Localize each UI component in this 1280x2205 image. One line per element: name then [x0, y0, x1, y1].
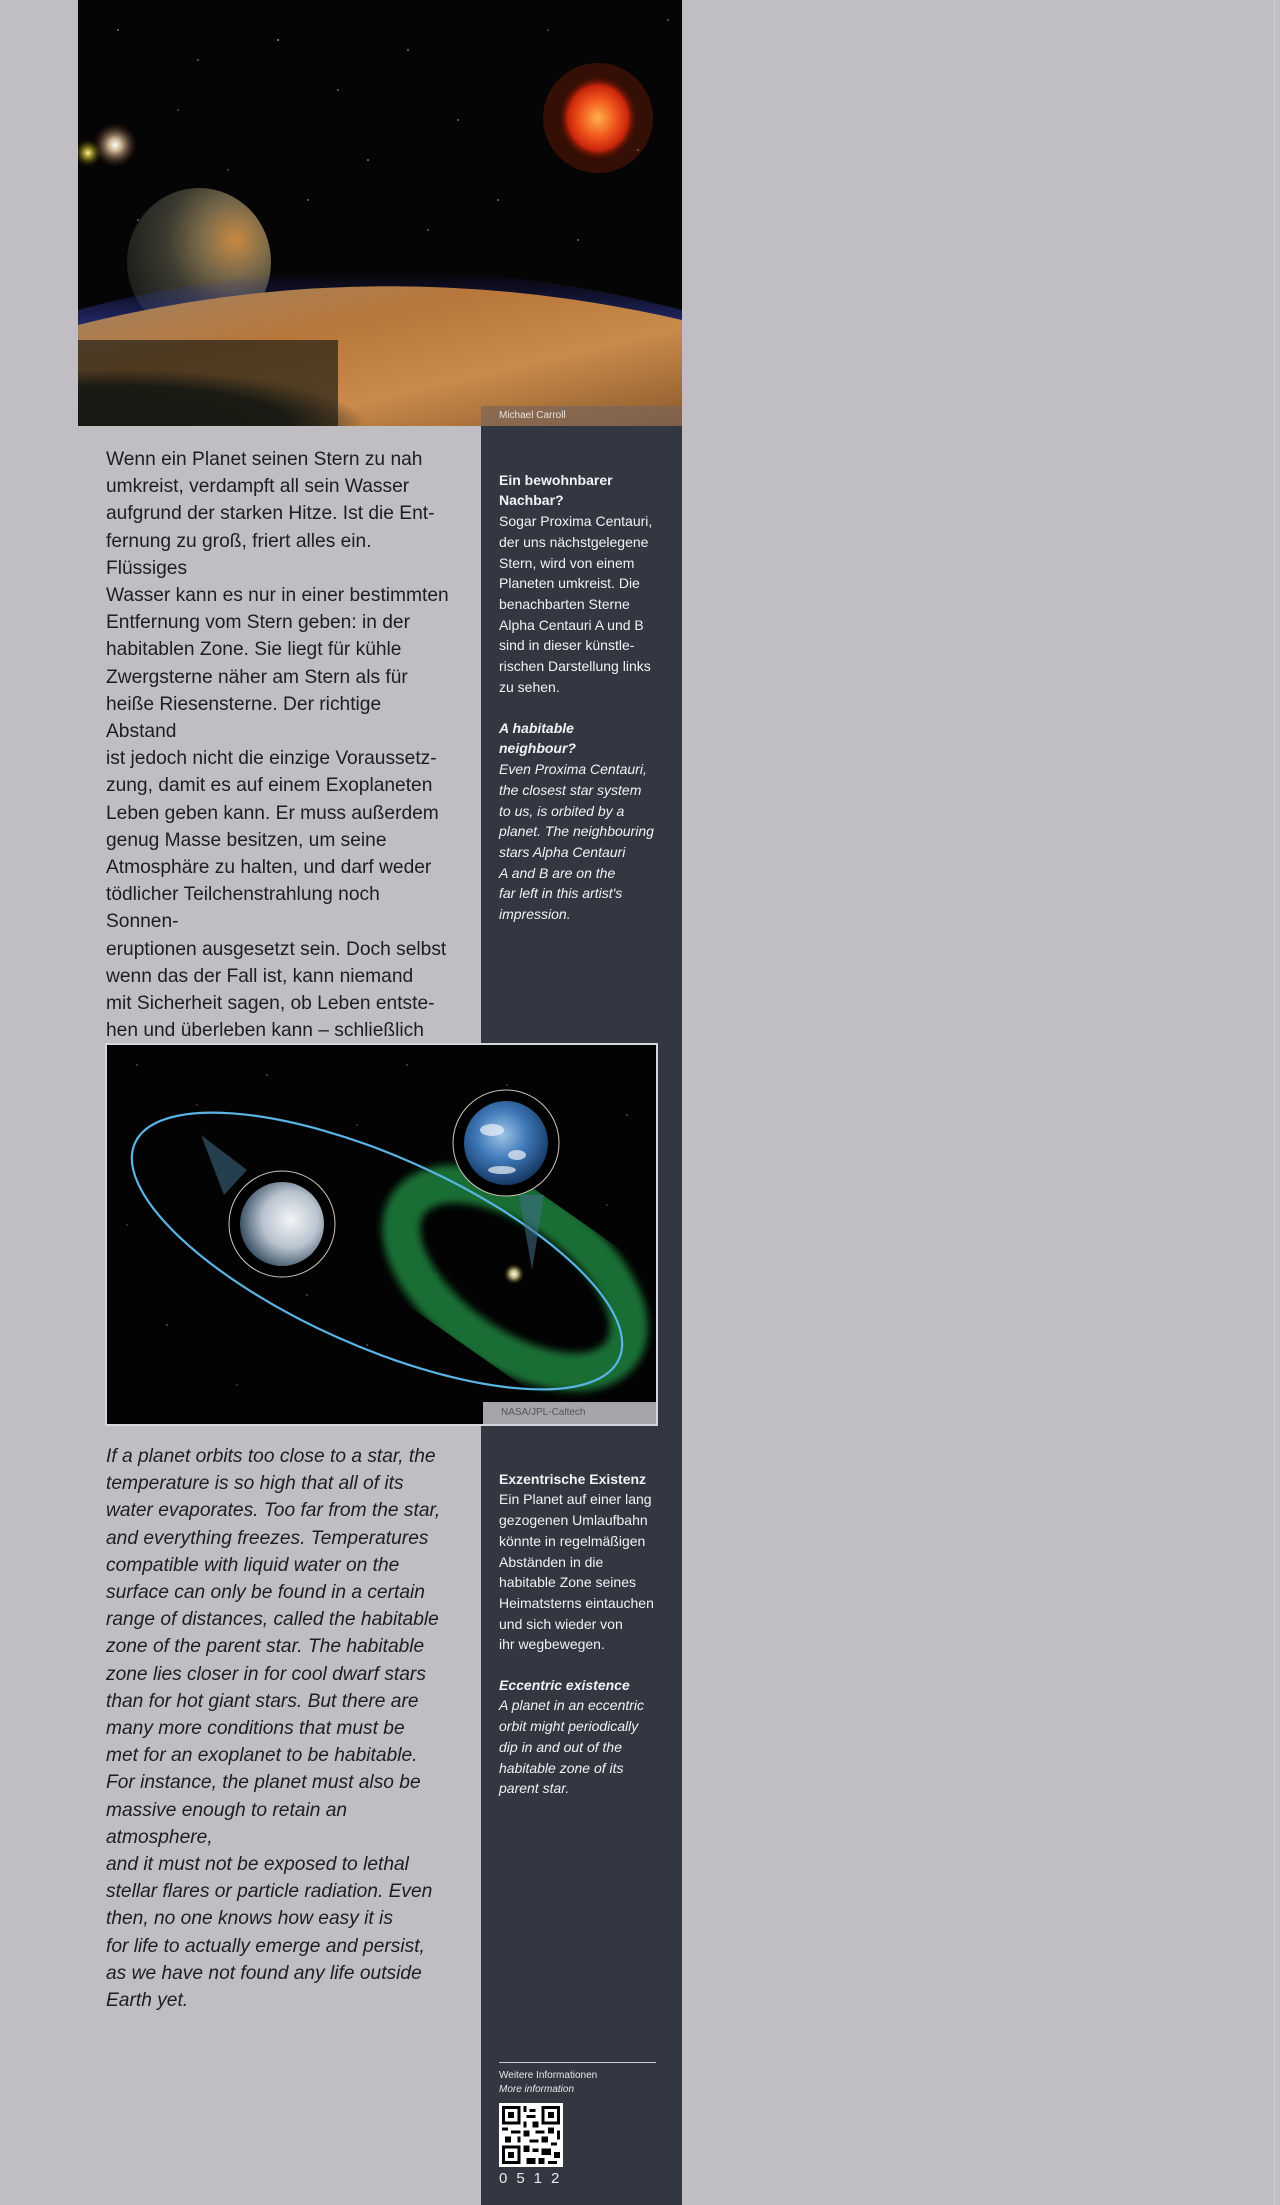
page-edge-line	[1274, 0, 1275, 2205]
red-star	[558, 75, 638, 161]
more-info-label-de: Weitere Informationen	[499, 2070, 598, 2081]
sidebar-box-habitable-neighbour-en	[499, 697, 669, 925]
qr-code[interactable]	[499, 2103, 563, 2167]
exhibit-code: 0512	[499, 2170, 569, 2187]
main-text-german: Wenn ein Planet seinen Stern zu nah umkreist, verdampft all sein Wasser aufgrund der starken Hitze. Ist die Ent- fernung zu groß, friert alles ein. Flüssiges Wasser kann es nur in einer bestimmten Entfernung vom Stern geben: in der habitablen Zone. Sie liegt für kühle Zwergsterne näher am Stern als für heiße Riesensterne. Der richtige Abstand ist jedoch nicht die einzige Voraussetz- zung, damit es auf einem Exoplaneten Leben geben kann. Er muss außerdem genug Masse besitzen, um seine Atmosphäre zu halten, und darf weder tödlicher Teilchenstrahlung noch Sonnen- eruptionen ausgesetzt sein. Doch selbst wenn das der Fall ist, kann niemand mit Sicherheit sagen, ob Leben entste- hen und überleben kann – schließlich	[106, 449, 449, 1042]
sidebar-text: Sogar Proxima Centauri, der uns nächstgelegene Stern, wird von einem Planeten umkreist. Die benachbarten Sterne Alpha Centauri A und B sind in dieser künstle- rischen Darstellung links zu sehen.	[499, 513, 653, 695]
sidebar-box-eccentric-en	[499, 1654, 669, 1799]
orbit-figure	[105, 1043, 658, 1426]
hero-illustration	[78, 0, 682, 426]
hero-image	[78, 0, 682, 426]
sidebar-heading: Exzentrische Existenz	[499, 1470, 647, 1487]
sidebar-text: A planet in an eccentric orbit might periodically dip in and out of the habitable zone of its parent star.	[499, 1697, 645, 1797]
divider	[499, 2062, 656, 2063]
sidebar-heading: A habitable neighbour?	[499, 719, 576, 757]
sidebar-text: Ein Planet auf einer lang gezogenen Umlaufbahn könnte in regelmäßigen Abständen in die habitable Zone seines Heimatsterns eintauchen und sich wieder von ihr wegbewegen.	[499, 1491, 654, 1653]
main-text-english: If a planet orbits too close to a star, the temperature is so high that all of its water evaporates. Too far from the star, and everything freezes. Temperatures compatible with liquid water on the surface can only be found in a certain range of distances, called the habitable zone of the parent star. The habitable zone lies closer in for cool dwarf stars than for hot giant stars. But there are many more conditions that must be met for an exoplanet to be habitable. For instance, the planet must also be massive enough to retain an atmosphere, and it must not be exposed to lethal stellar flares or particle radiation. Even then, no one knows how easy it is for life to actually emerge and persist, as we have not found any life outside Earth yet.	[106, 1446, 441, 2012]
orbit-illustration	[107, 1045, 656, 1424]
sidebar-box-habitable-neighbour-de	[499, 449, 669, 697]
sidebar-box-eccentric-de	[499, 1448, 669, 1655]
sidebar-heading: Eccentric existence	[499, 1676, 630, 1693]
figure-credit: NASA/JPL-Caltech	[483, 1402, 656, 1424]
parent-star	[504, 1264, 524, 1284]
qr-code-icon	[499, 2103, 563, 2167]
sidebar-text: Even Proxima Centauri, the closest star system to us, is orbited by a planet. The neighbouring stars Alpha Centauri A and B are on the far left in this artist's impression.	[499, 761, 654, 923]
sidebar-heading: Ein bewohnbarer Nachbar?	[499, 471, 613, 509]
frozen-planet	[240, 1182, 324, 1266]
more-info-label-en: More information	[499, 2084, 575, 2095]
image-credit: Michael Carroll	[481, 406, 682, 426]
